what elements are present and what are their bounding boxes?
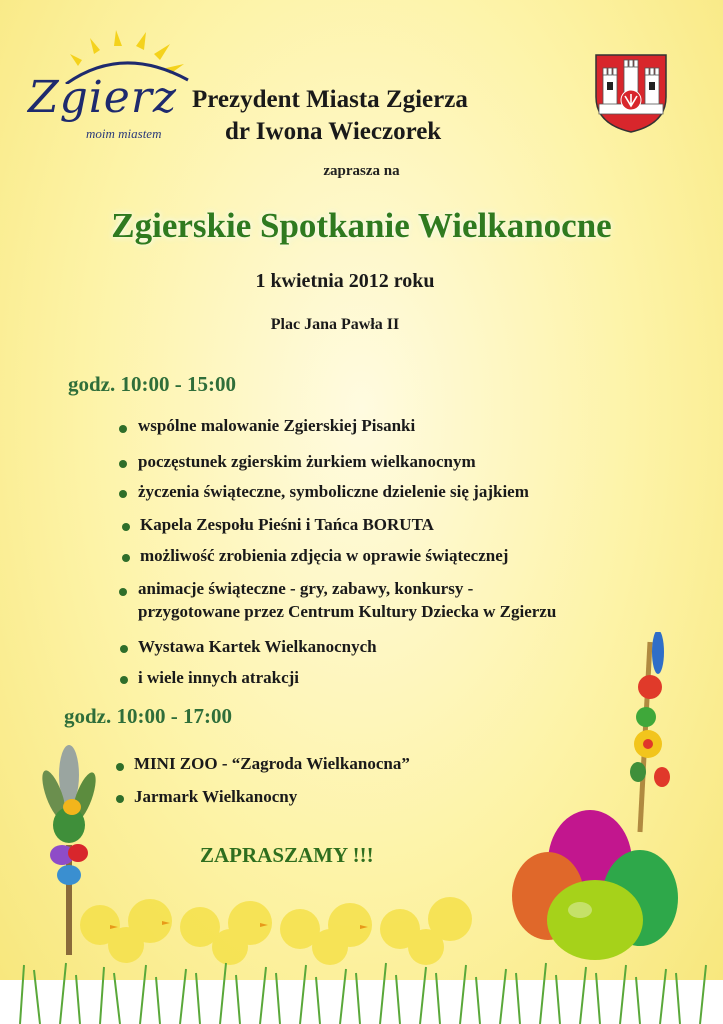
list-item: animacje świąteczne - gry, zabawy, konkursy - (138, 579, 474, 598)
header-line-2: dr Iwona Wieczorek (225, 118, 442, 145)
bullet-icon (119, 588, 127, 596)
closing-text: ZAPRASZAMY !!! (200, 843, 374, 867)
invite-text: zaprasza na (323, 163, 400, 179)
grass-strip-icon (0, 925, 723, 1024)
bullet-icon (119, 490, 127, 498)
event-title: Zgierskie Spotkanie Wielkanocne (111, 206, 612, 245)
bullet-icon (122, 554, 130, 562)
logo-wordmark: Zgierz (28, 72, 178, 123)
list-item: możliwość zrobienia zdjęcia w oprawie świątecznej (140, 546, 509, 565)
list-item: życzenia świąteczne, symboliczne dzielenie się jajkiem (138, 482, 529, 501)
list-item: i wiele innych atrakcji (138, 668, 300, 687)
time-slot-1: godz. 10:00 - 15:00 (68, 372, 236, 396)
list-item: Kapela Zespołu Pieśni i Tańca BORUTA (140, 515, 434, 534)
logo-tagline: moim miastem (86, 126, 162, 141)
list-item: MINI ZOO - “Zagroda Wielkanocna” (134, 754, 410, 773)
list-item: Wystawa Kartek Wielkanocnych (138, 637, 377, 656)
bullet-icon (119, 425, 127, 433)
list-item: wspólne malowanie Zgierskiej Pisanki (138, 416, 416, 435)
header-line-1: Prezydent Miasta Zgierza (192, 86, 468, 113)
coat-of-arms-icon (593, 52, 669, 134)
event-date: 1 kwietnia 2012 roku (255, 270, 435, 292)
bullet-icon (122, 523, 130, 531)
time-slot-2: godz. 10:00 - 17:00 (64, 704, 232, 728)
event-place: Plac Jana Pawła II (270, 316, 400, 333)
bullet-icon (120, 676, 128, 684)
list-item: Jarmark Wielkanocny (134, 787, 298, 806)
list-item: poczęstunek zgierskim żurkiem wielkanocnym (138, 452, 476, 471)
list-item-continuation: przygotowane przez Centrum Kultury Dziecka w Zgierzu (138, 602, 557, 621)
bullet-icon (120, 645, 128, 653)
bullet-icon (119, 460, 127, 468)
